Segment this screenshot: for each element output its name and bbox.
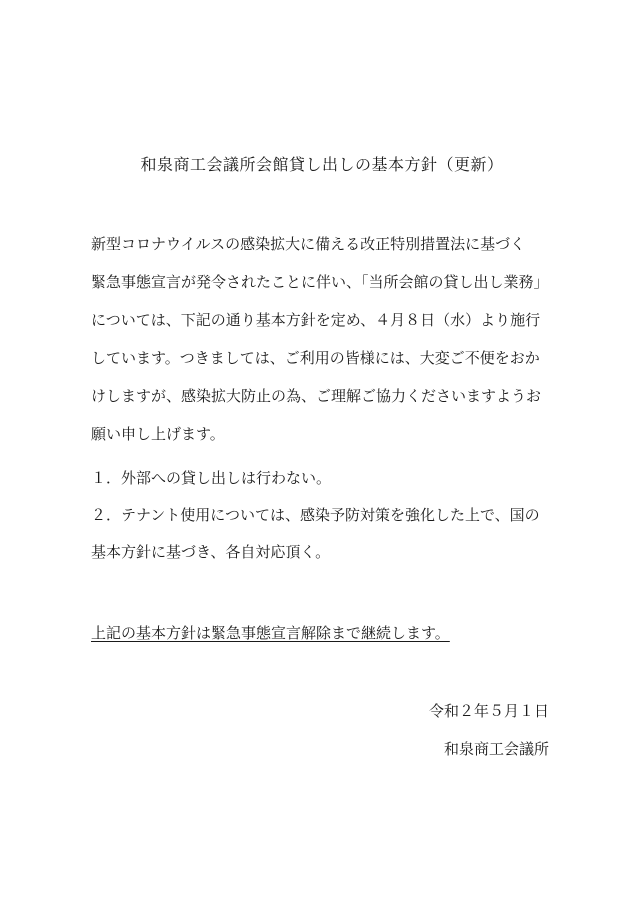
body-line-4: しています。つきましては、ご利用の皆様には、大変ご不便をおか — [91, 349, 540, 367]
issue-date: 令和２年５月１日 — [428, 702, 549, 720]
issuing-organization: 和泉商工会議所 — [443, 740, 549, 758]
body-line-5: けしますが、感染拡大防止の為、ご理解ご協力くださいますようお — [91, 387, 542, 405]
body-line-1: 新型コロナウイルスの感染拡大に備える改正特別措置法に基づく — [91, 235, 526, 253]
continuation-notice: 上記の基本方針は緊急事態宣言解除まで継続します。 — [91, 624, 450, 642]
document-title: 和泉商工会議所会館貸し出しの基本方針（更新） — [140, 155, 504, 174]
policy-item-2: ２．テナント使用については、感染予防対策を強化した上で、国の — [91, 506, 540, 524]
body-line-2: 緊急事態宣言が発令されたことに伴い、「当所会館の貸し出し業務」 — [91, 273, 549, 291]
body-line-6: 願い申し上げます。 — [91, 425, 225, 443]
policy-item-2-continued: 基本方針に基づき、各自対応頂く。 — [91, 543, 331, 561]
policy-item-1: １．外部への貸し出しは行わない。 — [91, 469, 332, 487]
body-line-3: については、下記の通り基本方針を定め、４月８日（水）より施行 — [91, 311, 541, 329]
